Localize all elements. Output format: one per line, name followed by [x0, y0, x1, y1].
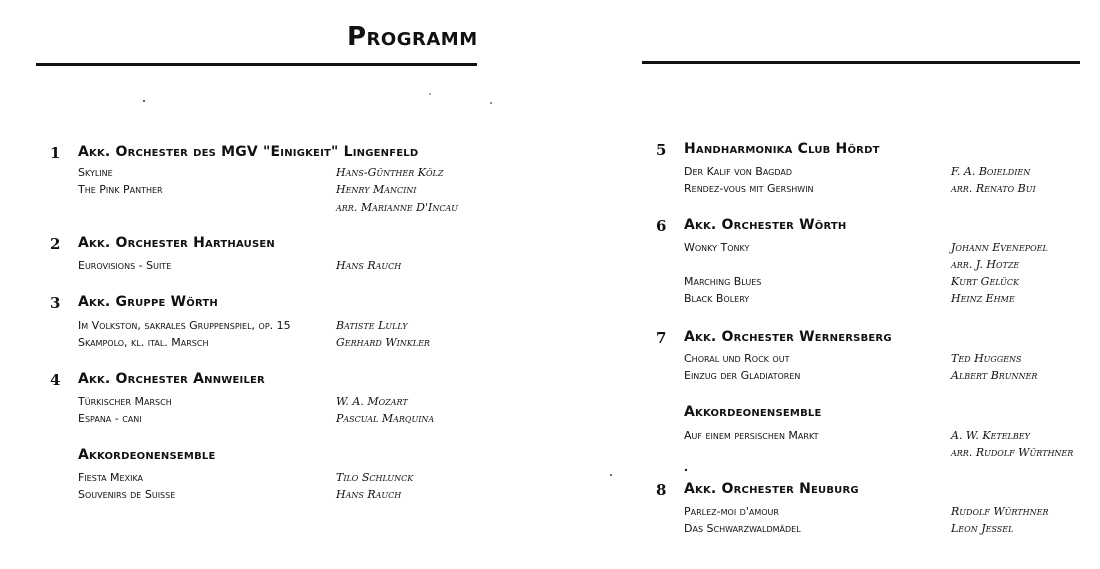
piece-title: Türkischer Marsch	[78, 395, 172, 408]
composer-name: Johann Evenepoel	[951, 241, 1048, 254]
section-number: 6	[656, 217, 667, 235]
composer-name: Leon Jessel	[951, 522, 1014, 535]
composer-name: Henry Mancini	[336, 183, 417, 196]
piece-title: Souvenirs de Suisse	[78, 488, 176, 501]
composer-name: W. A. Mozart	[336, 395, 408, 408]
piece-title: Einzug der Gladiatoren	[684, 369, 801, 382]
composer-name: Pascual Marquina	[336, 412, 435, 425]
composer-name: Tilo Schlunck	[336, 471, 414, 484]
section-heading: Akk. Orchester Annweiler	[78, 371, 265, 387]
arranger-name: arr. Rudolf Würthner	[951, 446, 1074, 459]
piece-title: Das Schwarzwaldmädel	[684, 522, 801, 535]
piece-title: Auf einem persischen Markt	[684, 429, 819, 442]
composer-name: Hans Rauch	[336, 259, 402, 272]
arranger-name: arr. J. Hotze	[951, 258, 1020, 271]
composer-name: Hans Rauch	[336, 488, 402, 501]
piece-title: Parlez-moi d'amour	[684, 505, 779, 518]
piece-title: Fiesta Mexika	[78, 471, 144, 484]
section-number: 3	[50, 294, 61, 312]
piece-title: Choral und Rock out	[684, 352, 790, 365]
section-heading: Akk. Orchester Wernersberg	[684, 329, 892, 345]
title-rule-right	[642, 61, 1080, 64]
section-number: 8	[656, 481, 667, 499]
page-title: Programm	[347, 22, 478, 52]
section-heading: Akk. Orchester Harthausen	[78, 235, 275, 251]
section-number: 5	[656, 141, 667, 159]
piece-title: Wonky Tonky	[684, 241, 750, 254]
title-rule-left	[36, 63, 477, 66]
piece-title: Im Volkston, sakrales Gruppenspiel, op. 15	[78, 319, 291, 332]
composer-name: Kurt Gelück	[951, 275, 1020, 288]
right-page	[550, 0, 1100, 569]
piece-title: Rendez-vous mit Gershwin	[684, 182, 814, 195]
section-heading: Akk. Orchester Neuburg	[684, 481, 859, 497]
piece-title: Eurovisions - Suite	[78, 259, 172, 272]
composer-name: Hans-Günther Kölz	[336, 166, 444, 179]
section-heading: Akk. Orchester des MGV "Einigkeit" Lingenfeld	[78, 144, 419, 160]
piece-title: The Pink Panther	[78, 183, 163, 196]
arranger-name: arr. Marianne D'Incau	[336, 201, 458, 214]
section-heading: Akk. Gruppe Wörth	[78, 294, 218, 310]
section-heading: Akk. Orchester Wörth	[684, 217, 847, 233]
piece-title: Skampolo, kl. ital. Marsch	[78, 336, 209, 349]
composer-name: F. A. Boieldien	[951, 165, 1031, 178]
section-number: 1	[50, 144, 61, 162]
piece-title: Marching Blues	[684, 275, 762, 288]
section-number: 4	[50, 371, 61, 389]
section-heading: Handharmonika Club Hördt	[684, 141, 880, 157]
composer-name: Albert Brunner	[951, 369, 1038, 382]
piece-title: Espana - cani	[78, 412, 142, 425]
composer-name: Rudolf Würthner	[951, 505, 1049, 518]
composer-name: Batiste Lully	[336, 319, 408, 332]
composer-name: Gerhard Winkler	[336, 336, 430, 349]
arranger-name: arr. Renato Bui	[951, 182, 1036, 195]
section-heading: Akkordeonensemble	[684, 404, 822, 420]
section-number: 2	[50, 235, 61, 253]
section-number: 7	[656, 329, 667, 347]
section-heading: Akkordeonensemble	[78, 447, 216, 463]
composer-name: Ted Huggens	[951, 352, 1022, 365]
composer-name: Heinz Ehme	[951, 292, 1015, 305]
composer-name: A. W. Ketelbey	[951, 429, 1030, 442]
piece-title: Skyline	[78, 166, 113, 179]
piece-title: Der Kalif von Bagdad	[684, 165, 793, 178]
piece-title: Black Bolery	[684, 292, 750, 305]
